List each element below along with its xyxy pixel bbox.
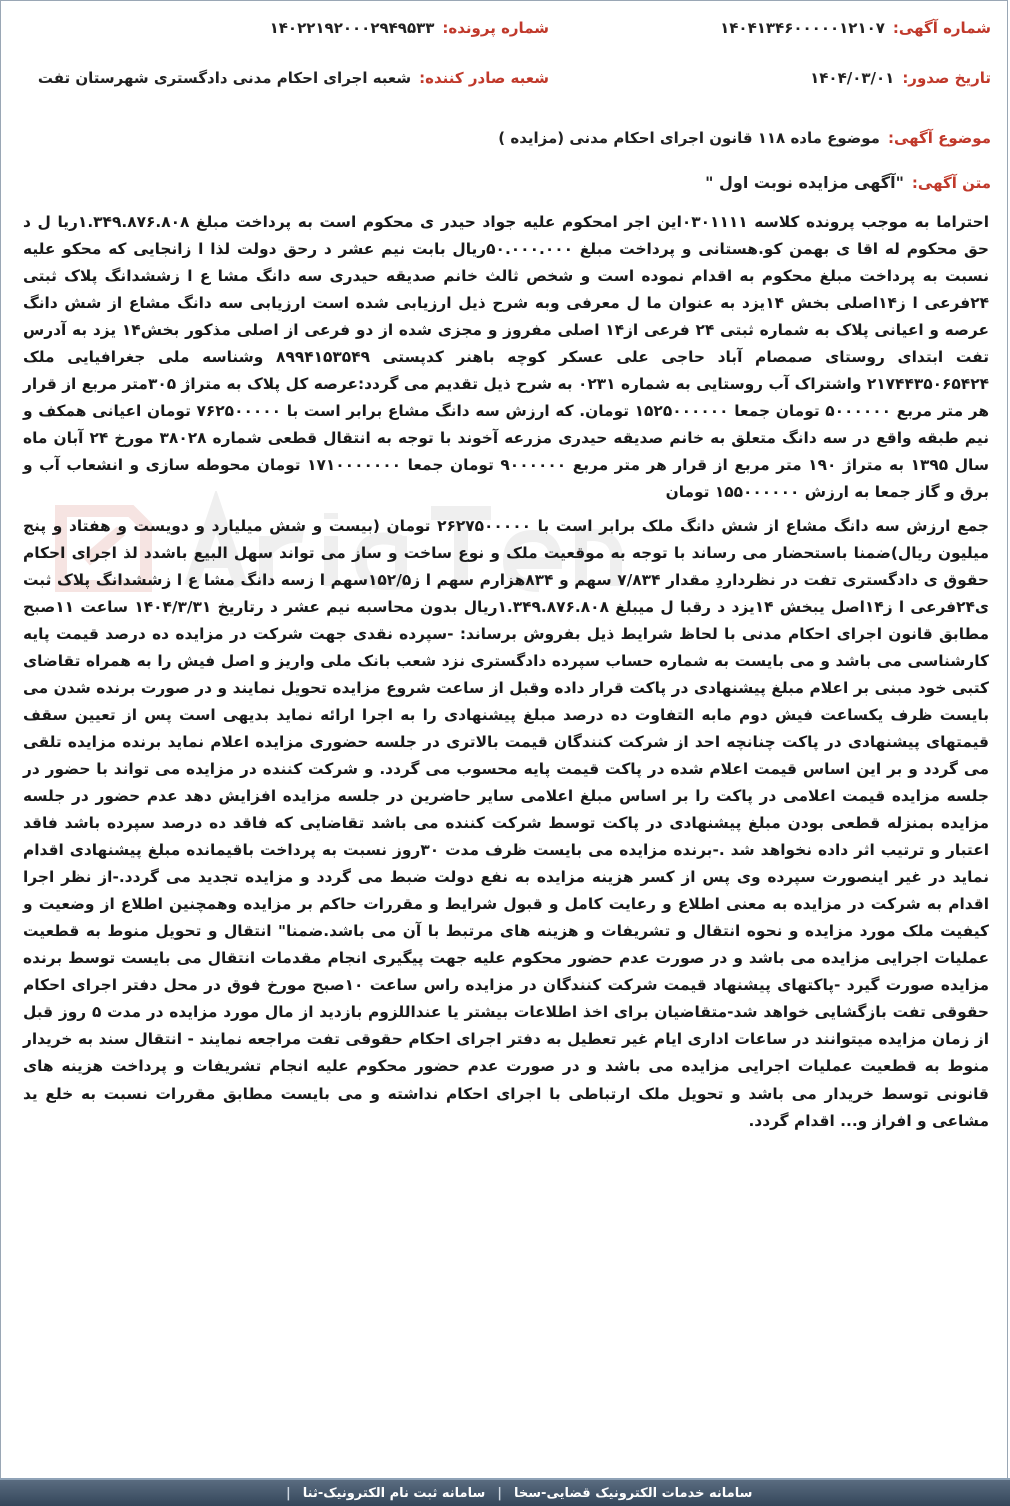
footer-link-sakha[interactable]: سامانه خدمات الکترونیک قضایی-سخا <box>514 1485 753 1501</box>
case-number-value: ۱۴۰۲۲۱۹۲۰۰۰۲۹۴۹۵۳۳ <box>269 19 435 37</box>
notice-body <box>23 209 989 1135</box>
issuing-branch-value: شعبه اجرای احکام مدنی دادگستری شهرستان تفت <box>37 69 412 87</box>
notice-number-value: ۱۴۰۴۱۳۴۶۰۰۰۰۰۱۲۱۰۷ <box>720 19 885 37</box>
case-number-label: شماره پرونده: <box>442 19 549 37</box>
footer-bar <box>0 1478 1010 1506</box>
notice-subject-label: موضوع آگهی: <box>887 129 991 147</box>
notice-text-heading <box>705 173 991 203</box>
notice-paragraph-2: جمع ارزش سه دانگ مشاع از شش دانگ ملک برابر است با ۲۶۲۷۵۰۰۰۰۰ تومان (بیست و شش میلیارد و دویست و هفتاد و پنج میلیون ریال)ضمنا باستحضار می رساند با توجه به موقعیت ملک و نوع ساخت و ساز می تواند سهل البیع باشدد لذ اجرای احکام حقوق ی دادگستری تفت در نظرداردِ مقدار ۷/۸۳۴ سهم و ۸۳۴هزارم سهم ا ز۱۵۲/۵سهم ا زسه دانگ مشا ع ا زششدانگ پلاک ثبت ی۲۴فرعی ا ز۱۴اصل یبخش ۱۴یزد د رقبا ل میبلغ ۱.۳۴۹.۸۷۶.۸۰۸ریال بدون محاسبه نیم عشر د رتاریخ ۱۴۰۴/۳/۳۱ ساعت ۱۱صبح مطابق قانون اجرای احکام مدنی با لحاظ شرایط ذیل بفروش برساند: -سپرده نقدی جهت شرکت در مزایده ده درصد قیمت پایه کارشناسی می باشد و می بایست به شماره حساب سپرده دادگستری نزد شعب بانک ملی واریز و اصل فیش را به همراه تقاضای کتبی خود مبنی بر اعلام مبلغ پیشنهادی در پاکت قرار داده وقبل از ساعت شروع مزایده تحویل نمایند و در صورت برنده شدن می بایست ظرف یکساعت فیش دوم مابه التفاوت ده درصد مبلغ پیشنهادی را به اجرا ارائه نماید بدیهی است پس از تعیین سقف قیمتهای پیشنهادی در پاکت چنانچه احد از شرکت کنندگان قیمت بالاتری در جلسه حضوری مزایده اعلام نماید برنده مزایده تلقی می گردد و بر این اساس قیمت اعلام شده در پاکت قیمت پایه محسوب می گردد. و شرکت کننده در مزایده می تواند با حضور در جلسه مزایده قیمت اعلامی در پاکت را بر اساس مبلغ اعلامی سایر حاضرین در جلسه مزایده افزایش دهد عدم حضور در جلسه مزایده بمنزله قطعی بودن مبلغ پیشنهادی در پاکت توسط شرکت کننده می باشد تقاضایی که فاقد ده درصد سپرده باشد فاقد اعتبار و ترتیب اثر داده نخواهد شد .-برنده مزایده می بایست ظرف مدت ۳۰روز نسبت به پرداخت باقیمانده مبلغ پیشنهادی اقدام نماید در غیر اینصورت سپرده وی پس از کسر هزینه مزایده به نفع دولت ضبط می گردد و مزایده تجدید می گردد.-از نظر اجرا اقدام به شرکت در مزایده به معنی اطلاع و رعایت کامل و قبول شرایط و مقررات حاکم بر مزایده وهمچنین اطلاع از وضعیت و کیفیت ملک مورد مزایده و نحوه انتقال و تشریفات و هزینه های مرتبط با آن می باشد.ضمنا" انتقال و تحویل منوط به قطعیت عملیات اجرایی مزایده می باشد و در صورت عدم حضور محکوم علیه جهت پیگیری انجام مقدمات انتقال می بایست توسط برنده مزایده صورت گیرد -پاکتهای پیشنهاد قیمت شرکت کنندگان در مزایده راس ساعت ۱۰صبح مورخ فوق در محل دفتر اجرای احکام حقوقی تفت بازگشایی خواهد شد-متقاضیان برای اخذ اطلاعات بیشتر یا عنداللزوم بازدید از مال مورد مزایده در مدت ۵ روز قبل از زمان مزایده میتوانند در ساعات اداری ایام غیر تعطیل به دفتر اجرای احکام حقوقی تفت مراجعه نمایند - انتقال سند به خریدار منوط به قطعیت عملیات اجرایی مزایده می باشد و در صورت عدم حضور محکوم علیه انجام تشریفات و پرداخت هزینه های قانونی توسط خریدار می باشد و تحویل ملک ارتباطی با اجرای احکام نداشته و می بایست مطابق مقررات نسبت به خلع ید مشاعی و افراز و... اقدام گردد. <box>23 516 990 1130</box>
notice-text-label: متن آگهی: <box>911 174 991 192</box>
notice-number-label: شماره آگهی: <box>892 19 991 37</box>
notice-subject <box>498 129 991 159</box>
notice-number <box>720 19 991 49</box>
issuing-branch-label: شعبه صادر کننده: <box>419 69 549 87</box>
footer-separator-end: | <box>286 1485 291 1501</box>
issue-date <box>810 69 991 99</box>
footer-separator: | <box>497 1485 503 1501</box>
issuing-branch <box>38 69 549 99</box>
notice-text-title: "آگهی مزایده نوبت اول " <box>705 173 904 192</box>
footer-link-sana[interactable]: سامانه ثبت نام الکترونیک-ثنا <box>302 1485 486 1501</box>
issue-date-value: ۱۴۰۴/۰۳/۰۱ <box>810 69 895 87</box>
notice-subject-value: موضوع ماده ۱۱۸ قانون اجرای احکام مدنی (مزایده ) <box>498 129 880 147</box>
case-number <box>270 19 549 49</box>
issue-date-label: تاریخ صدور: <box>902 69 991 87</box>
notice-paragraph-1: احتراما به موجب پرونده کلاسه ۰۳۰۱۱۱۱این اجر امحکوم علیه جواد حیدر ی محکوم است به پرداخت مبلغ ۱.۳۴۹.۸۷۶.۸۰۸ریا ل د حق محکوم له اقا ی بهمن کو.هستانی و پرداخت مبلغ ۵۰.۰۰۰.۰۰۰ریال بابت نیم عشر د رحق دولت لذا ا زانجایی که محکو علیه نسبت به پرداخت مبلغ محکوم به اقدام نموده است و شخص ثالث خانم صدیقه حیدری سه دانگ مشا ع ا زششدانگ پلاک ثبتی ۲۴فرعی ا ز۱۴اصلی بخش ۱۴یزد به عنوان ما ل معرفی وبه شرح ذیل ارزیابی شده است ارزیابی سه دانگ مشاع از شش دانگ عرصه و اعیانی پلاک به شماره ثبتی ۲۴ فرعی از۱۴ اصلی مفروز و مجزی شده از دو فرعی از اصلی مذکور بخش۱۴ یزد به آدرس تفت ابتدای روستای صمصام آباد حاجی علی عسکر کوچه باهنر کدپستی ۸۹۹۴۱۵۳۵۴۹ وشناسه ملی جغرافیایی ملک ۲۱۷۴۴۳۵۰۶۵۴۲۴ واشتراک آب روستایی به شماره ۰۲۳۱ به شرح ذیل تقدیم می گردد:عرصه کل پلاک به متراژ ۳۰۵متر مربع از قرار هر متر مربع ۵۰۰۰۰۰۰ تومان جمعا ۱۵۲۵۰۰۰۰۰۰ تومان. که ارزش سه دانگ مشاع برابر است با ۷۶۲۵۰۰۰۰۰ تومان اعیانی همکف و نیم طبقه واقع در سه دانگ متعلق به خانم صدیقه حیدری مزرعه آخوند با توجه به انتقال قطعی شماره ۳۸۰۲۸ مورخ ۲۴ آبان ماه سال ۱۳۹۵ به متراژ ۱۹۰ متر مربع از قرار هر متر مربع ۹۰۰۰۰۰۰ تومان جمعا ۱۷۱۰۰۰۰۰۰۰ تومان محوطه سازی و انشعاب آب و برق و گاز جمعا به ارزش ۱۵۵۰۰۰۰۰۰ تومان <box>23 213 990 502</box>
